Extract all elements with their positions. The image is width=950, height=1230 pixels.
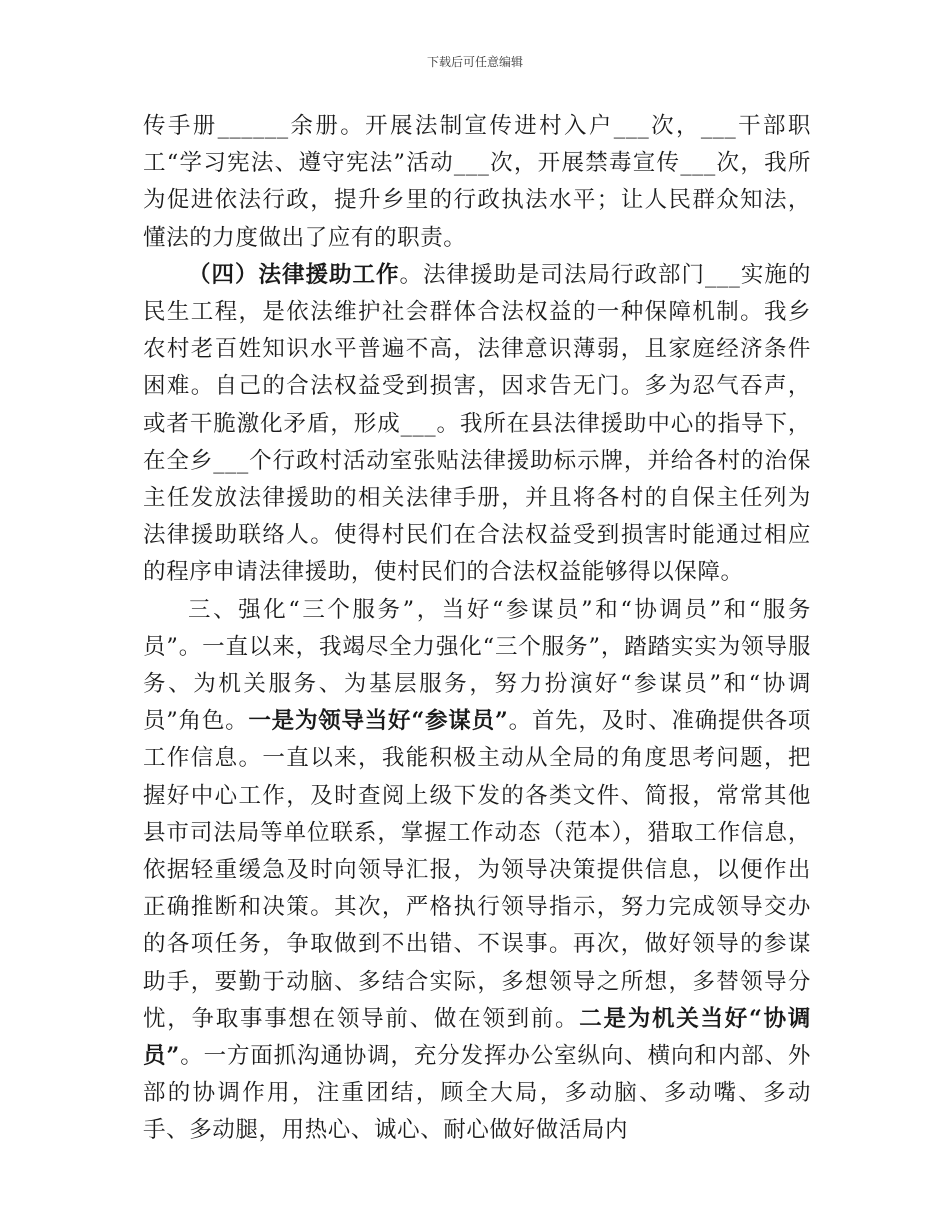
paragraph-three-services (143, 592, 811, 1150)
paragraph-publicity-text: 传手册______余册。开展法制宣传进村入户___次，___干部职工“学习宪法、遵守宪法”活动___次，开展禁毒宣传___次，我所为促进依法行政，提升乡里的行政执法水平；让人民群众知法，懂法的力度做出了应有的职责。 (143, 113, 811, 251)
coordinator-heading: 二是为机关当好“协调员” (143, 1005, 811, 1070)
advisor-heading: 一是为领导当好“参谋员” (248, 708, 509, 735)
legal-aid-heading: （四）法律援助工作 (188, 261, 400, 288)
page-header: 下载后可任意编辑 (426, 55, 523, 69)
paragraph-publicity (143, 108, 811, 257)
three-services-intro: 三、强化“三个服务”，当好“参谋员”和“协调员”和“服务员”。一直以来，我竭尽全力强化“三个服务”，踏踏实实为领导服务、为机关服务、为基层服务，努力扮演好“参谋员”和“协调员”角色。 (143, 596, 811, 735)
paragraph-legal-aid (143, 257, 811, 592)
advisor-body: 。首先，及时、准确提供各项工作信息。一直以来，我能积极主动从全局的角度思考问题，把握好中心工作，及时查阅上级下发的各类文件、简报，常常其他县市司法局等单位联系，掌握工作动态（范本），猎取工作信息，依据轻重缓急及时向领导汇报，为领导决策提供信息，以便作出正确推断和决策。其次，严格执行领导指示，努力完成领导交办的各项任务，争取做到不出错、不误事。再次，做好领导的参谋助手，要勤于动脑、多结合实际，多想领导之所想，多替领导分忧，争取事事想在领导前、做在领到前。 (143, 708, 811, 1032)
legal-aid-body: 。法律援助是司法局行政部门___实施的民生工程，是依法维护社会群体合法权益的一种保障机制。我乡农村老百姓知识水平普遍不高，法律意识薄弱，且家庭经济条件困难。自己的合法权益受到损害，因求告无门。多为忍气吞声，或者干脆激化矛盾，形成___。我所在县法律援助中心的指导下，在全乡___个行政村活动室张贴法律援助标示牌，并给各村的治保主任发放法律援助的相关法律手册，并且将各村的自保主任列为法律援助联络人。使得村民们在合法权益受到损害时能通过相应的程序申请法律援助，使村民们的合法权益能够得以保障。 (143, 261, 811, 586)
coordinator-body: 。一方面抓沟通协调，充分发挥办公室纵向、横向和内部、外部的协调作用，注重团结，顾全大局，多动脑、多动嘴、多动手、多动腿，用热心、诚心、耐心做好做活局内 (143, 1043, 811, 1144)
document-body (143, 108, 811, 1150)
